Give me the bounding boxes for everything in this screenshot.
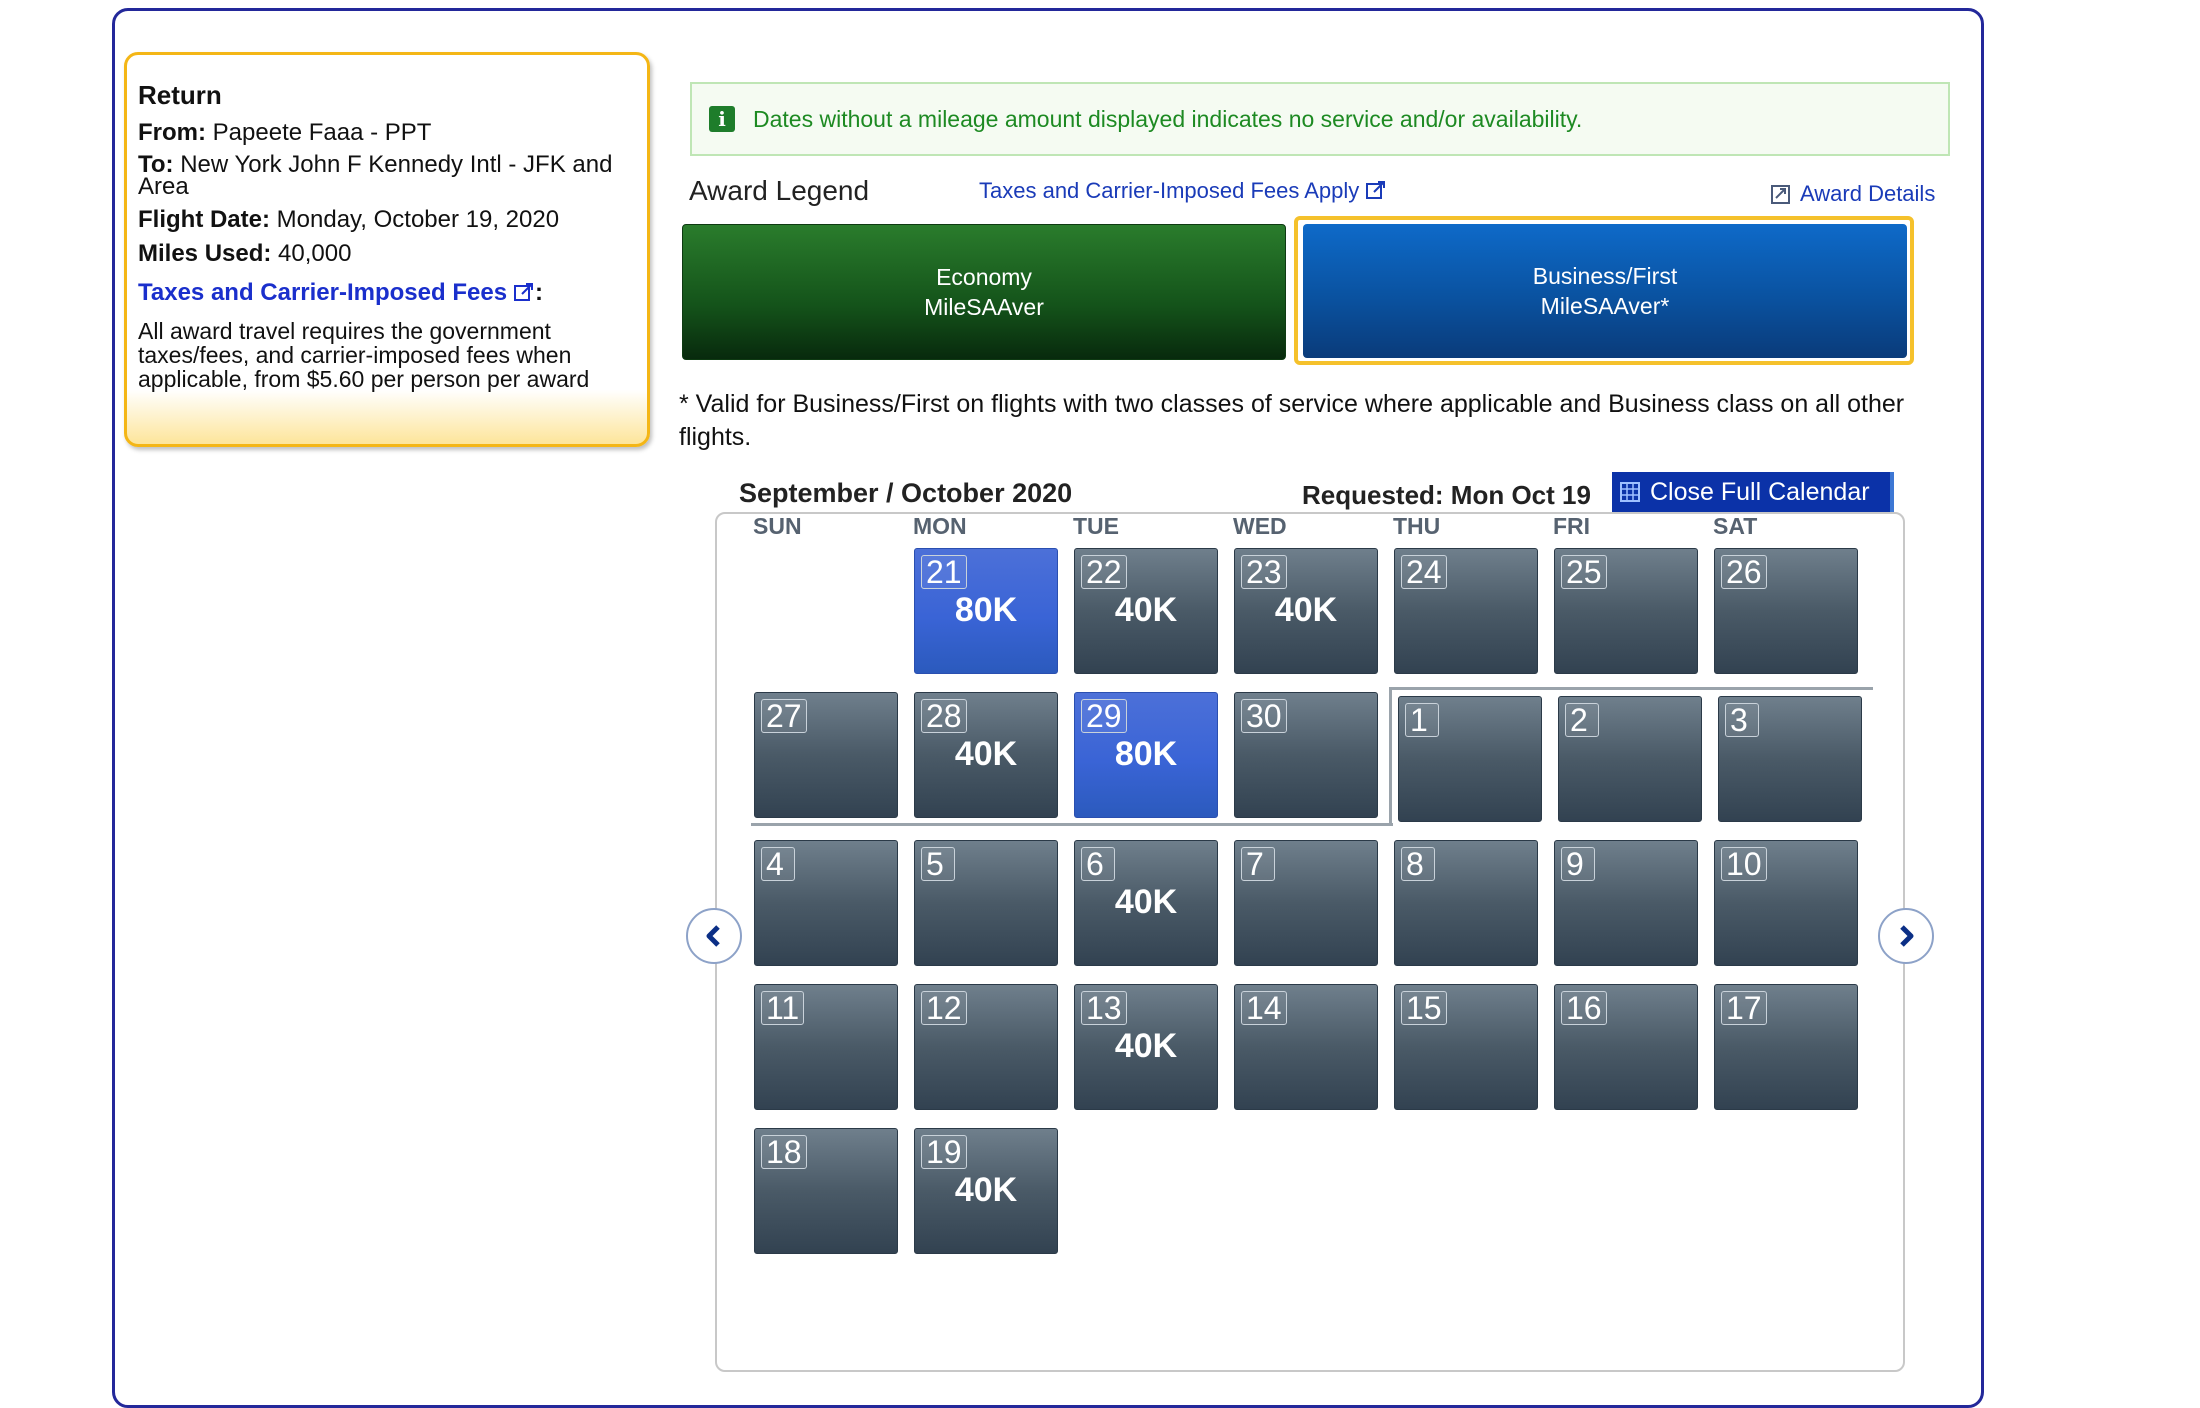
from-row — [138, 120, 635, 145]
day-number: 29 — [1081, 699, 1127, 733]
calendar-day-cell[interactable] — [1234, 692, 1378, 818]
day-number: 18 — [761, 1135, 807, 1169]
day-miles: 80K — [954, 591, 1018, 629]
day-miles: 40K — [1114, 591, 1178, 629]
day-number: 2 — [1565, 703, 1599, 737]
day-number: 11 — [761, 991, 804, 1025]
calendar-day-cell[interactable] — [1714, 840, 1858, 966]
fees-link-row — [138, 280, 635, 305]
weekday-sat: SAT — [1713, 513, 1758, 539]
calendar-day-cell[interactable] — [1394, 548, 1538, 674]
to-row — [138, 151, 635, 200]
calendar-day-cell[interactable] — [914, 548, 1058, 674]
notice-text: Dates without a mileage amount displayed indicates no service and/or availability. — [753, 105, 1583, 132]
from-label: From: — [138, 119, 206, 146]
miles-used-value: 40,000 — [278, 240, 352, 267]
calendar-day-cell[interactable] — [1554, 840, 1698, 966]
weekday-fri: FRI — [1553, 513, 1591, 539]
month-divider — [1389, 687, 1392, 825]
calendar-day-cell[interactable] — [1554, 984, 1698, 1110]
award-legend-title: Award Legend — [689, 175, 870, 206]
close-full-calendar-label: Close Full Calendar — [1650, 477, 1870, 506]
day-number: 7 — [1241, 847, 1275, 881]
calendar-day-cell[interactable] — [1714, 984, 1858, 1110]
requested-date: Requested: Mon Oct 19 — [1302, 480, 1591, 510]
calendar-day-cell[interactable] — [1074, 548, 1218, 674]
weekday-sun: SUN — [753, 513, 802, 539]
economy-milesaaver-button[interactable] — [682, 224, 1286, 360]
calendar-day-cell[interactable] — [754, 984, 898, 1110]
day-miles: 40K — [954, 1171, 1018, 1209]
month-divider — [751, 823, 1393, 826]
day-number: 19 — [921, 1135, 967, 1169]
external-link-icon — [513, 281, 535, 303]
calendar-day-cell[interactable] — [754, 1128, 898, 1254]
flight-date-row — [138, 207, 635, 232]
day-number: 27 — [761, 699, 807, 733]
calendar-day-cell[interactable] — [1234, 548, 1378, 674]
day-number: 28 — [921, 699, 967, 733]
calendar-day-cell[interactable] — [1718, 696, 1862, 822]
calendar-day-cell[interactable] — [754, 840, 898, 966]
summary-title: Return — [138, 80, 222, 110]
day-number: 30 — [1241, 699, 1287, 733]
day-number: 8 — [1401, 847, 1435, 881]
calendar-day-cell[interactable] — [1398, 696, 1542, 822]
flight-date-value: Monday, October 19, 2020 — [276, 206, 560, 233]
calendar-day-cell[interactable] — [914, 1128, 1058, 1254]
calendar-day-cell[interactable] — [1074, 840, 1218, 966]
day-number: 14 — [1241, 991, 1287, 1025]
day-number: 4 — [761, 847, 795, 881]
calendar-day-cell[interactable] — [1074, 692, 1218, 818]
day-number: 26 — [1721, 555, 1767, 589]
business-first-milesaaver-button[interactable] — [1303, 224, 1907, 358]
fees-apply-link-row — [979, 178, 1387, 204]
day-miles: 40K — [1114, 883, 1178, 921]
day-number: 12 — [921, 991, 967, 1025]
day-number: 15 — [1401, 991, 1447, 1025]
calendar-day-cell[interactable] — [1394, 984, 1538, 1110]
close-full-calendar-button[interactable] — [1612, 472, 1894, 512]
day-number: 23 — [1241, 555, 1287, 589]
calendar-day-cell[interactable] — [914, 984, 1058, 1110]
chevron-left-icon — [701, 923, 727, 949]
taxes-fees-link[interactable]: Taxes and Carrier-Imposed Fees — [138, 279, 508, 306]
day-miles: 40K — [1114, 1027, 1178, 1065]
month-divider — [1389, 687, 1873, 690]
trip-summary-card — [124, 52, 650, 447]
day-number: 17 — [1721, 991, 1767, 1025]
day-number: 22 — [1081, 555, 1127, 589]
weekday-tue: TUE — [1073, 513, 1119, 539]
calendar-day-cell[interactable] — [1714, 548, 1858, 674]
calendar-grid-icon — [1620, 482, 1640, 502]
economy-label-line2: MileSAAver — [924, 294, 1044, 320]
document-icon — [1770, 183, 1792, 205]
weekday-mon: MON — [913, 513, 967, 539]
info-icon: i — [709, 106, 735, 132]
calendar-day-cell[interactable] — [754, 692, 898, 818]
day-number: 16 — [1561, 991, 1607, 1025]
miles-used-label: Miles Used: — [138, 240, 272, 267]
weekday-thu: THU — [1393, 513, 1441, 539]
calendar-day-cell[interactable] — [914, 840, 1058, 966]
calendar-day-cell[interactable] — [1394, 840, 1538, 966]
previous-month-button[interactable] — [686, 908, 742, 964]
day-miles: 40K — [1274, 591, 1338, 629]
day-number: 1 — [1405, 703, 1439, 737]
to-value: New York John F Kennedy Intl - JFK and Area — [138, 151, 613, 200]
day-number: 10 — [1721, 847, 1767, 881]
availability-notice — [690, 82, 1950, 156]
weekday-wed: WED — [1233, 513, 1287, 539]
day-miles: 40K — [954, 735, 1018, 773]
chevron-right-icon — [1893, 923, 1919, 949]
day-number: 21 — [921, 555, 967, 589]
external-link-icon — [1365, 179, 1387, 201]
calendar-day-cell[interactable] — [914, 692, 1058, 818]
calendar-day-cell[interactable] — [1558, 696, 1702, 822]
fees-apply-link[interactable]: Taxes and Carrier-Imposed Fees Apply — [979, 178, 1360, 203]
calendar-day-cell[interactable] — [1074, 984, 1218, 1110]
fees-note: All award travel requires the government taxes/fees, and carrier-imposed fees when applicable, from $5.60 per person per award — [138, 318, 590, 392]
flight-date-label: Flight Date: — [138, 206, 270, 233]
day-number: 25 — [1561, 555, 1607, 589]
day-number: 13 — [1081, 991, 1127, 1025]
miles-used-row — [138, 241, 635, 266]
from-value: Papeete Faaa - PPT — [212, 119, 432, 146]
award-details-label: Award Details — [1800, 181, 1936, 206]
calendar-day-cell[interactable] — [1234, 840, 1378, 966]
to-label: To: — [138, 151, 174, 178]
day-number: 24 — [1401, 555, 1447, 589]
economy-label-line1: Economy — [936, 264, 1032, 290]
calendar-day-cell[interactable] — [1554, 548, 1698, 674]
fees-colon: : — [535, 279, 544, 306]
business-validity-note: * Valid for Business/First on flights with two classes of service where applicable and Business class on all other flights. — [679, 390, 1905, 451]
day-number: 9 — [1561, 847, 1595, 881]
business-label-line2: MileSAAver* — [1540, 293, 1670, 319]
calendar-day-cell[interactable] — [1234, 984, 1378, 1110]
day-number: 5 — [921, 847, 955, 881]
next-month-button[interactable] — [1878, 908, 1934, 964]
business-label-line1: Business/First — [1532, 263, 1678, 289]
day-number: 6 — [1081, 847, 1115, 881]
calendar-month-title: September / October 2020 — [739, 478, 1073, 508]
award-details-link[interactable] — [1770, 181, 1935, 207]
day-miles: 80K — [1114, 735, 1178, 773]
day-number: 3 — [1725, 703, 1759, 737]
